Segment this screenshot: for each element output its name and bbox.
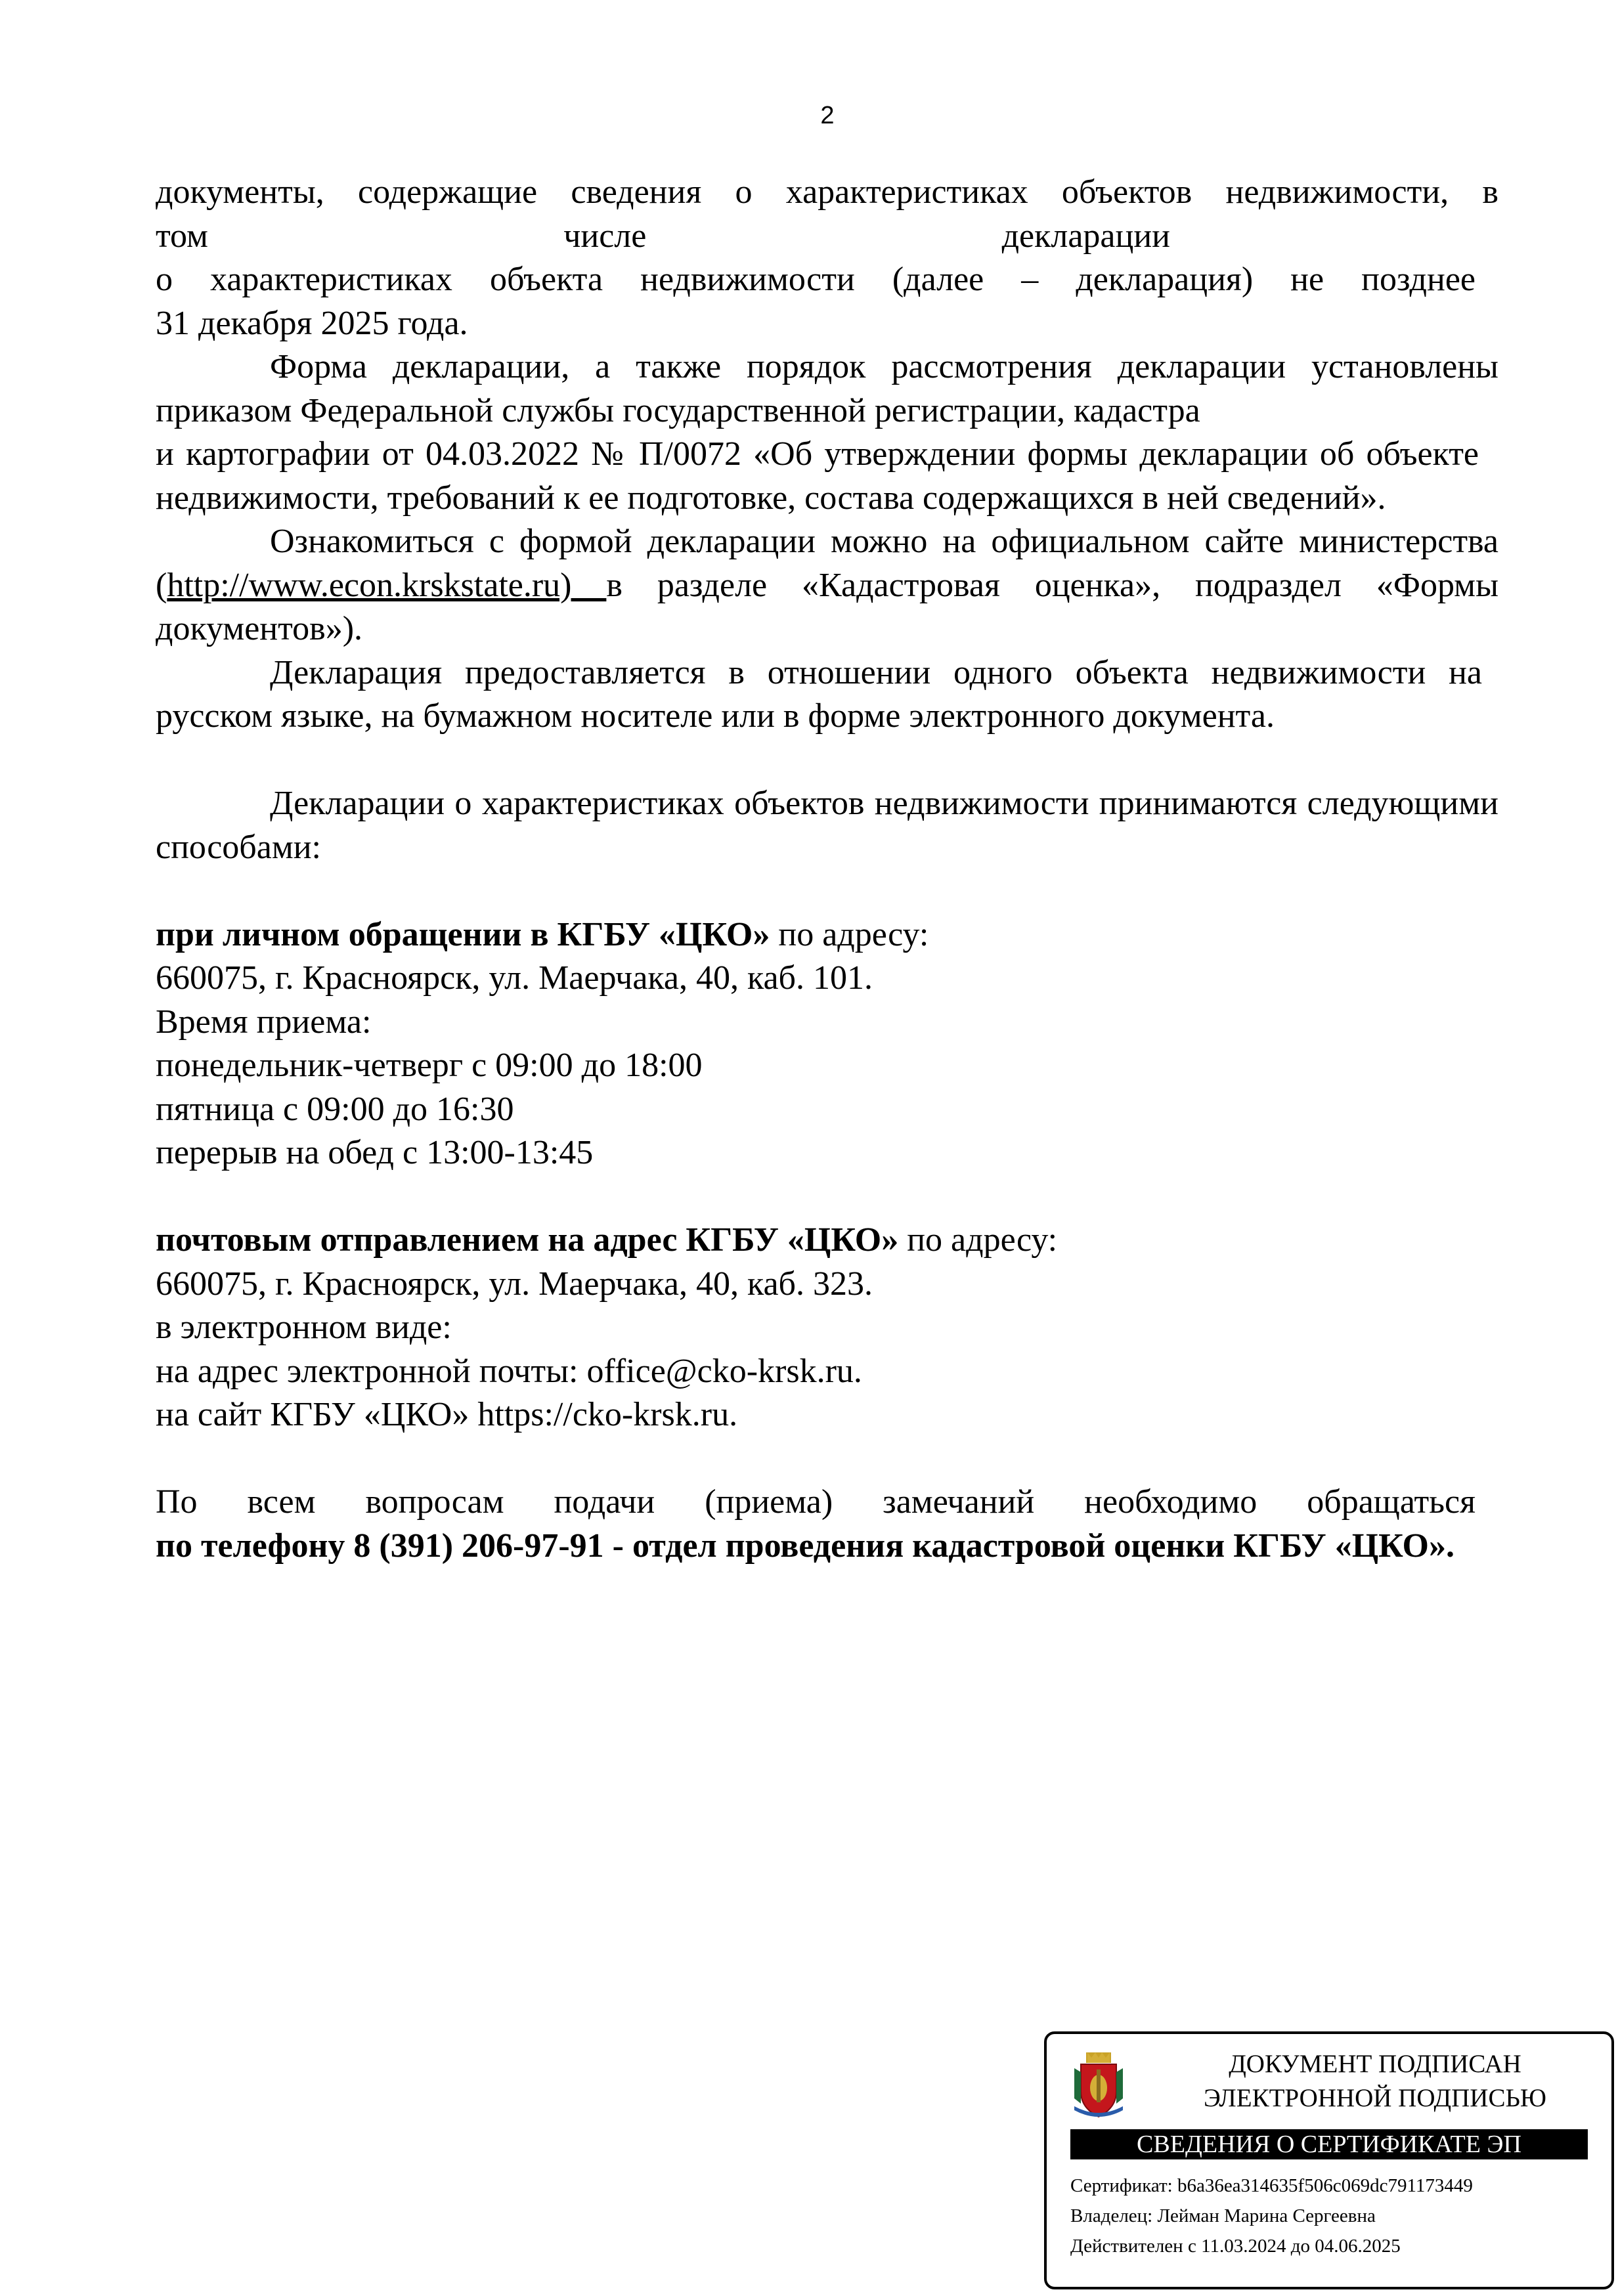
ministry-site-link[interactable]: http://www.econ.krskstate.ru): [167, 566, 607, 604]
paragraph: Форма декларации, а также порядок рассмотрения декларации установлены приказом Федеральной службы государственной регистрации, кадастра: [156, 348, 1498, 429]
hours-title: Время приема:: [156, 1003, 372, 1041]
contact-text: По всем вопросам подачи (приема) замечаний необходимо обращаться: [156, 1483, 1476, 1521]
text-span: в разделе «Кадастровая оценка», подраздел «Формы документов»).: [156, 566, 1499, 647]
contact-phone: по телефону 8 (391) 206-97-91 - отдел проведения кадастровой оценки КГБУ «ЦКО».: [156, 1527, 1455, 1565]
certificate-owner: Владелец: Лейман Марина Сергеевна: [1070, 2205, 1376, 2226]
signature-stamp: [1044, 2031, 1614, 2289]
postal-heading: почтовым отправлением на адрес КГБУ «ЦКО» по адресу:: [156, 1221, 1058, 1259]
paragraph-line: о характеристиках объекта недвижимости (далее – декларация) не позднее: [156, 261, 1476, 298]
paragraph-line: 31 декабря 2025 года.: [156, 304, 468, 342]
site-line: на сайт КГБУ «ЦКО» https://cko-krsk.ru.: [156, 1396, 738, 1433]
certificate-validity: Действителен с 11.03.2024 до 04.06.2025: [1070, 2236, 1401, 2257]
word: числе: [563, 217, 647, 255]
paragraph: Декларации о характеристиках объектов недвижимости принимаются следующими способами:: [156, 785, 1498, 866]
personal-address: 660075, г. Красноярск, ул. Маерчака, 40, каб. 101.: [156, 959, 873, 997]
page-number: 2: [820, 102, 835, 129]
hours-line: понедельник-четверг с 09:00 до 18:00: [156, 1047, 703, 1084]
postal-address: 660075, г. Красноярск, ул. Маерчака, 40, каб. 323.: [156, 1265, 873, 1303]
word: декларации: [1001, 217, 1170, 255]
hours-line: перерыв на обед с 13:00-13:45: [156, 1134, 594, 1171]
certificate-info-bar: СВЕДЕНИЯ О СЕРТИФИКАТЕ ЭП: [1070, 2129, 1588, 2159]
email-line: на адрес электронной почты: office@cko-krsk.ru.: [156, 1352, 862, 1390]
certificate-details: [1070, 2171, 1473, 2261]
hours-line: пятница с 09:00 до 16:30: [156, 1090, 514, 1128]
paragraph-line: документы, содержащие сведения о характеристиках объектов недвижимости, в: [156, 173, 1498, 211]
paragraph: и картографии от 04.03.2022 № П/0072 «Об утверждении формы декларации об объекте недвижимости, требований к ее подготовке, состава содержащихся в ней сведений».: [156, 435, 1479, 517]
personal-heading: при личном обращении в КГБУ «ЦКО» по адресу:: [156, 915, 929, 953]
word: том: [156, 217, 208, 255]
document-body: [156, 171, 1498, 1568]
paragraph-line: [156, 215, 1170, 259]
certificate-id: Сертификат: b6a36ea314635f506c069dc791173449: [1070, 2175, 1473, 2196]
signature-title: ДОКУМЕНТ ПОДПИСАН ЭЛЕКТРОННОЙ ПОДПИСЬЮ: [1204, 2050, 1546, 2112]
coat-of-arms-icon: [1072, 2051, 1126, 2119]
paragraph: Декларация предоставляется в отношении одного объекта недвижимости на русском языке, на бумажном носителе или в форме электронного документа.: [156, 653, 1482, 735]
electronic-title: в электронном виде:: [156, 1309, 452, 1346]
paragraph: [156, 520, 1498, 651]
text-span: Ознакомиться с формой декларации можно на официальном сайте министерства (: [156, 523, 1498, 604]
